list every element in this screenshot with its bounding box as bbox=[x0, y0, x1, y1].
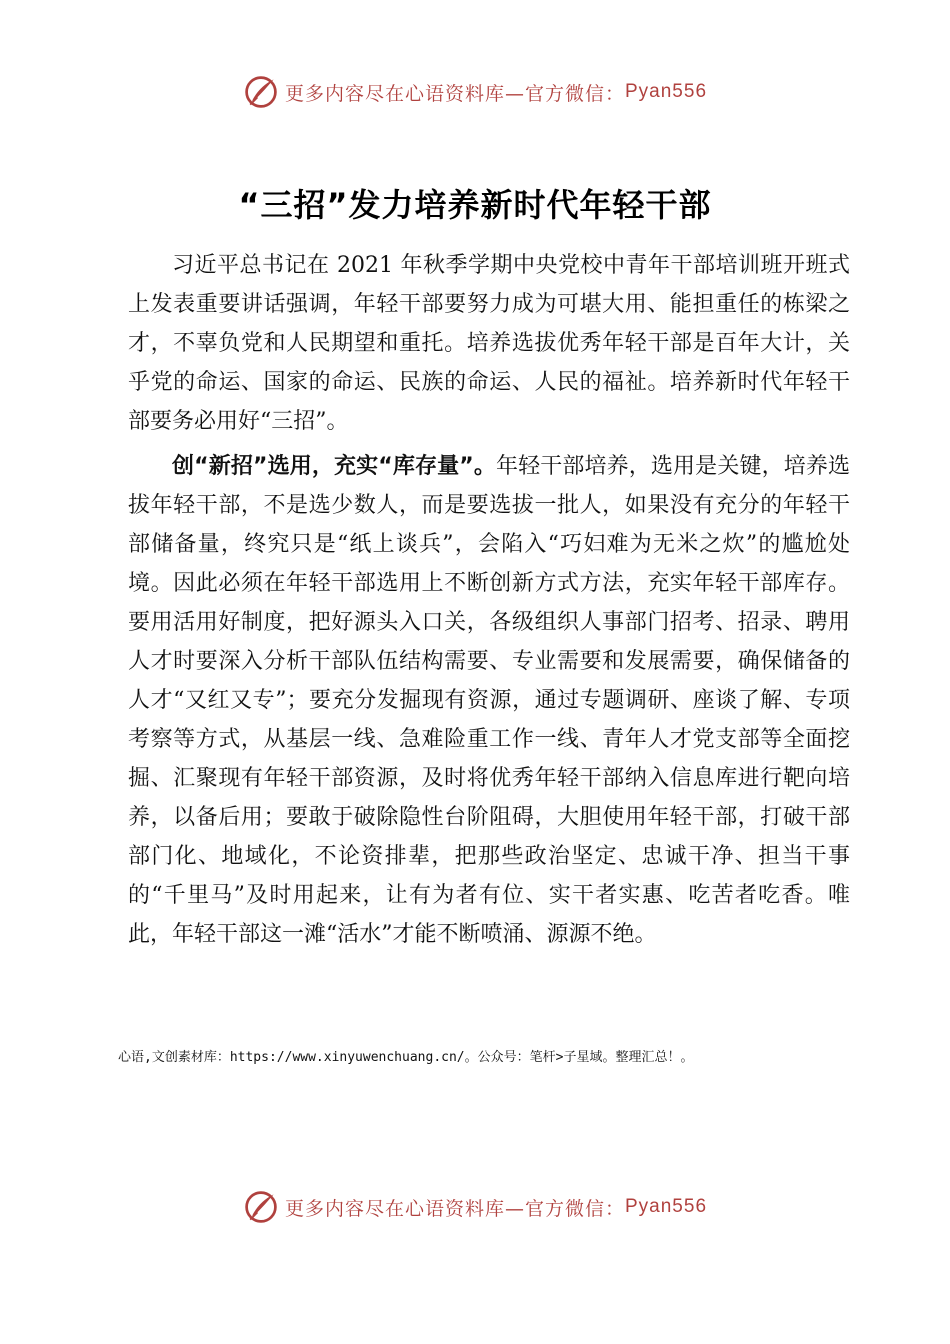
section-heading: 创“新招”选用，充实“库存量”。 bbox=[172, 454, 496, 479]
wechat-id: Pyan556 bbox=[625, 1196, 708, 1217]
quill-logo-icon bbox=[243, 1189, 279, 1225]
source-footnote: 心语,文创素材库：https://www.xinyuwenchuang.cn/。公众号：笔杆>子星域。整理汇总！。 bbox=[118, 1050, 694, 1065]
article-body bbox=[128, 246, 850, 960]
paragraph-section-1 bbox=[128, 447, 850, 954]
watermark-text: 更多内容尽在心语资料库—官方微信： bbox=[284, 82, 625, 105]
wechat-id: Pyan556 bbox=[625, 81, 708, 102]
quill-logo-icon bbox=[243, 74, 279, 110]
article-title: “三招”发力培养新时代年轻干部 bbox=[238, 186, 712, 224]
watermark-text: 更多内容尽在心语资料库—官方微信： bbox=[284, 1197, 625, 1220]
header-watermark bbox=[0, 72, 950, 112]
footer-watermark bbox=[0, 1187, 950, 1227]
paragraph-intro: 习近平总书记在 2021 年秋季学期中央党校中青年干部培训班开班式上发表重要讲话强调，年轻干部要努力成为可堪大用、能担重任的栋梁之才，不辜负党和人民期望和重托。培养选拔优秀年轻干部是百年大计，关乎党的命运、国家的命运、民族的命运、人民的福祉。培养新时代年轻干部要务必用好“三招”。 bbox=[128, 253, 850, 434]
section-body: 年轻干部培养，选用是关键，培养选拔年轻干部，不是选少数人，而是要选拔一批人，如果没有充分的年轻干部储备量，终究只是“纸上谈兵”，会陷入“巧妇难为无米之炊”的尴尬处境。因此必须在年轻干部选用上不断创新方式方法，充实年轻干部库存。要用活用好制度，把好源头入口关，各级组织人事部门招考、招录、聘用人才时要深入分析干部队伍结构需要、专业需要和发展需要，确保储备的人才“又红又专”；要充分发掘现有资源，通过专题调研、座谈了解、专项考察等方式，从基层一线、急难险重工作一线、青年人才党支部等全面挖掘、汇聚现有年轻干部资源，及时将优秀年轻干部纳入信息库进行靶向培养，以备后用；要敢于破除隐性台阶阻碍，大胆使用年轻干部，打破干部部门化、地域化，不论资排辈，把那些政治坚定、忠诚干净、担当干事的“千里马”及时用起来，让有为者有位、实干者实惠、吃苦者吃香。唯此，年轻干部这一滩“活水”才能不断喷涌、源源不绝。 bbox=[128, 454, 850, 947]
